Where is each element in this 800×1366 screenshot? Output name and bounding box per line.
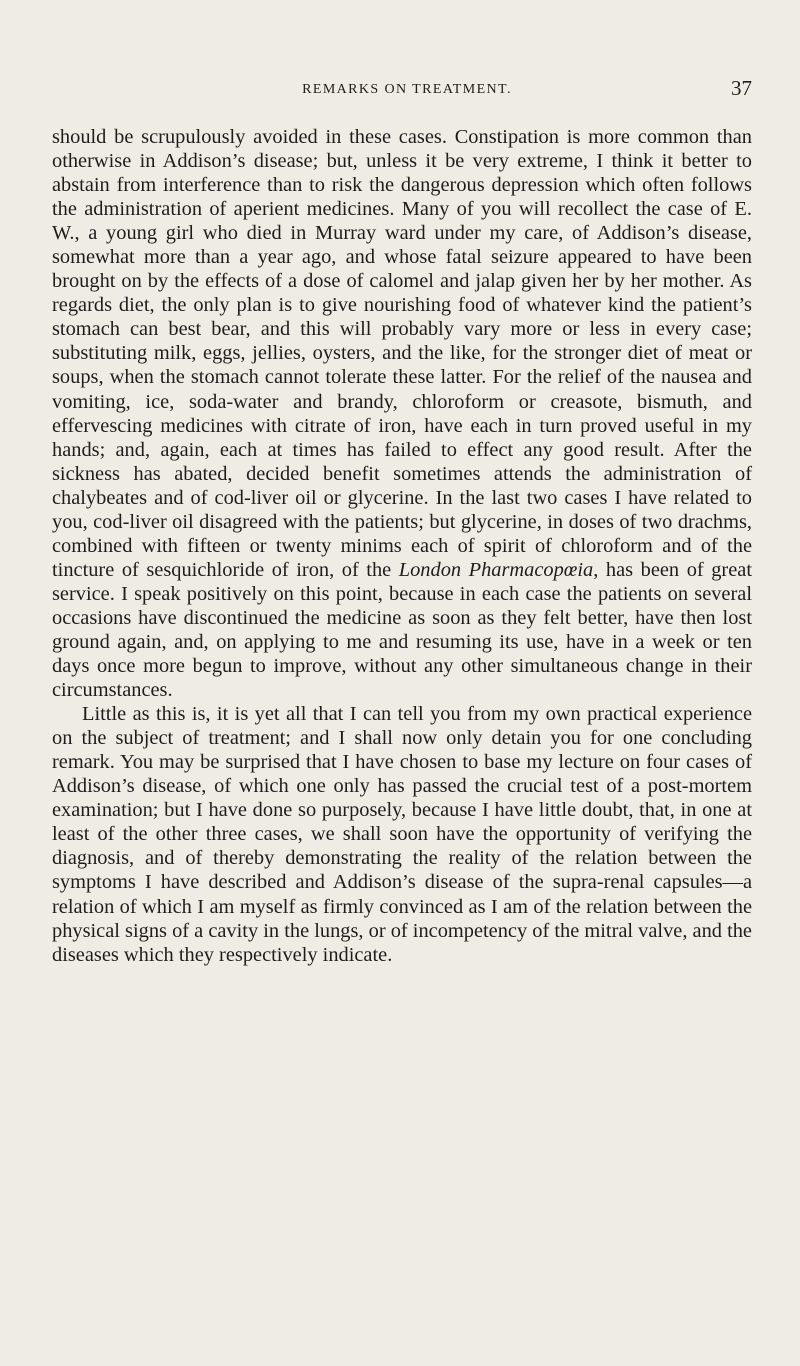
- paragraph-text: , has been of great service. I speak positively on this point, because in each case the patients on several occasions have discontinued the medicine as soon as they felt better, have then lost ground again, and, on applying to me and resuming its use, have in a week or ten days once more begun to improve, without any other simultaneous change in their circumstances.: [52, 558, 752, 702]
- body-text: [52, 125, 752, 967]
- paragraph-concluding-remark: [52, 702, 752, 967]
- running-head: [52, 76, 752, 112]
- italic-title-london-pharmacopoeia: London Pharmacopœia: [398, 558, 594, 581]
- paragraph-treatment: [52, 125, 752, 702]
- paragraph-text: should be scrupulously avoided in these cases. Constipation is more common than otherwise in Addison’s disease; but, unless it be very extreme, I think it better to abstain from interference than to risk the dangerous depression which often follows the administration of aperient medicines. Many of you will recollect the case of E. W., a young girl who died in Murray ward under my care, of Addison’s disease, somewhat more than a year ago, and whose fatal seizure appeared to have been brought on by the effects of a dose of calomel and jalap given her by her mother. As regards diet, the only plan is to give nourishing food of whatever kind the patient’s stomach can best bear, and this will probably vary more or less in every case; substituting milk, eggs, jellies, oysters, and the like, for the stronger diet of meat or soups, when the stomach cannot tolerate these latter. For the relief of the nausea and vomiting, ice, soda-water and brandy, chloroform or creasote, bismuth, and effervescing medicines with citrate of iron, have each in turn proved useful in my hands; and, again, each at times has failed to effect any good result. After the sickness has abated, decided benefit sometimes attends the administration of chalybeates and of cod-liver oil or glycerine. In the last two cases I have related to you, cod-liver oil disagreed with the patients; but glycerine, in doses of two drachms, combined with fifteen or twenty minims each of spirit of chloroform and of the tincture of sesquichloride of iron, of the: [52, 126, 752, 581]
- running-title: REMARKS ON TREATMENT.: [302, 82, 512, 97]
- page-number: 37: [731, 76, 752, 100]
- paragraph-text: Little as this is, it is yet all that I can tell you from my own practical experience on the subject of treatment; and I shall now only detain you for one concluding remark. You may be surprised that I have chosen to base my lecture on four cases of Addison’s disease, of which one only has passed the crucial test of a post-mortem examination; but I have done so purposely, because I have little doubt, that, in one at least of the other three cases, we shall soon have the opportunity of verifying the diagnosis, and of thereby demonstrating the reality of the relation between the symptoms I have described and Addison’s disease of the supra-renal capsules—a relation of which I am myself as firmly convinced as I am of the relation between the physical signs of a cavity in the lungs, or of incompetency of the mitral valve, and the diseases which they respectively indicate.: [52, 703, 752, 966]
